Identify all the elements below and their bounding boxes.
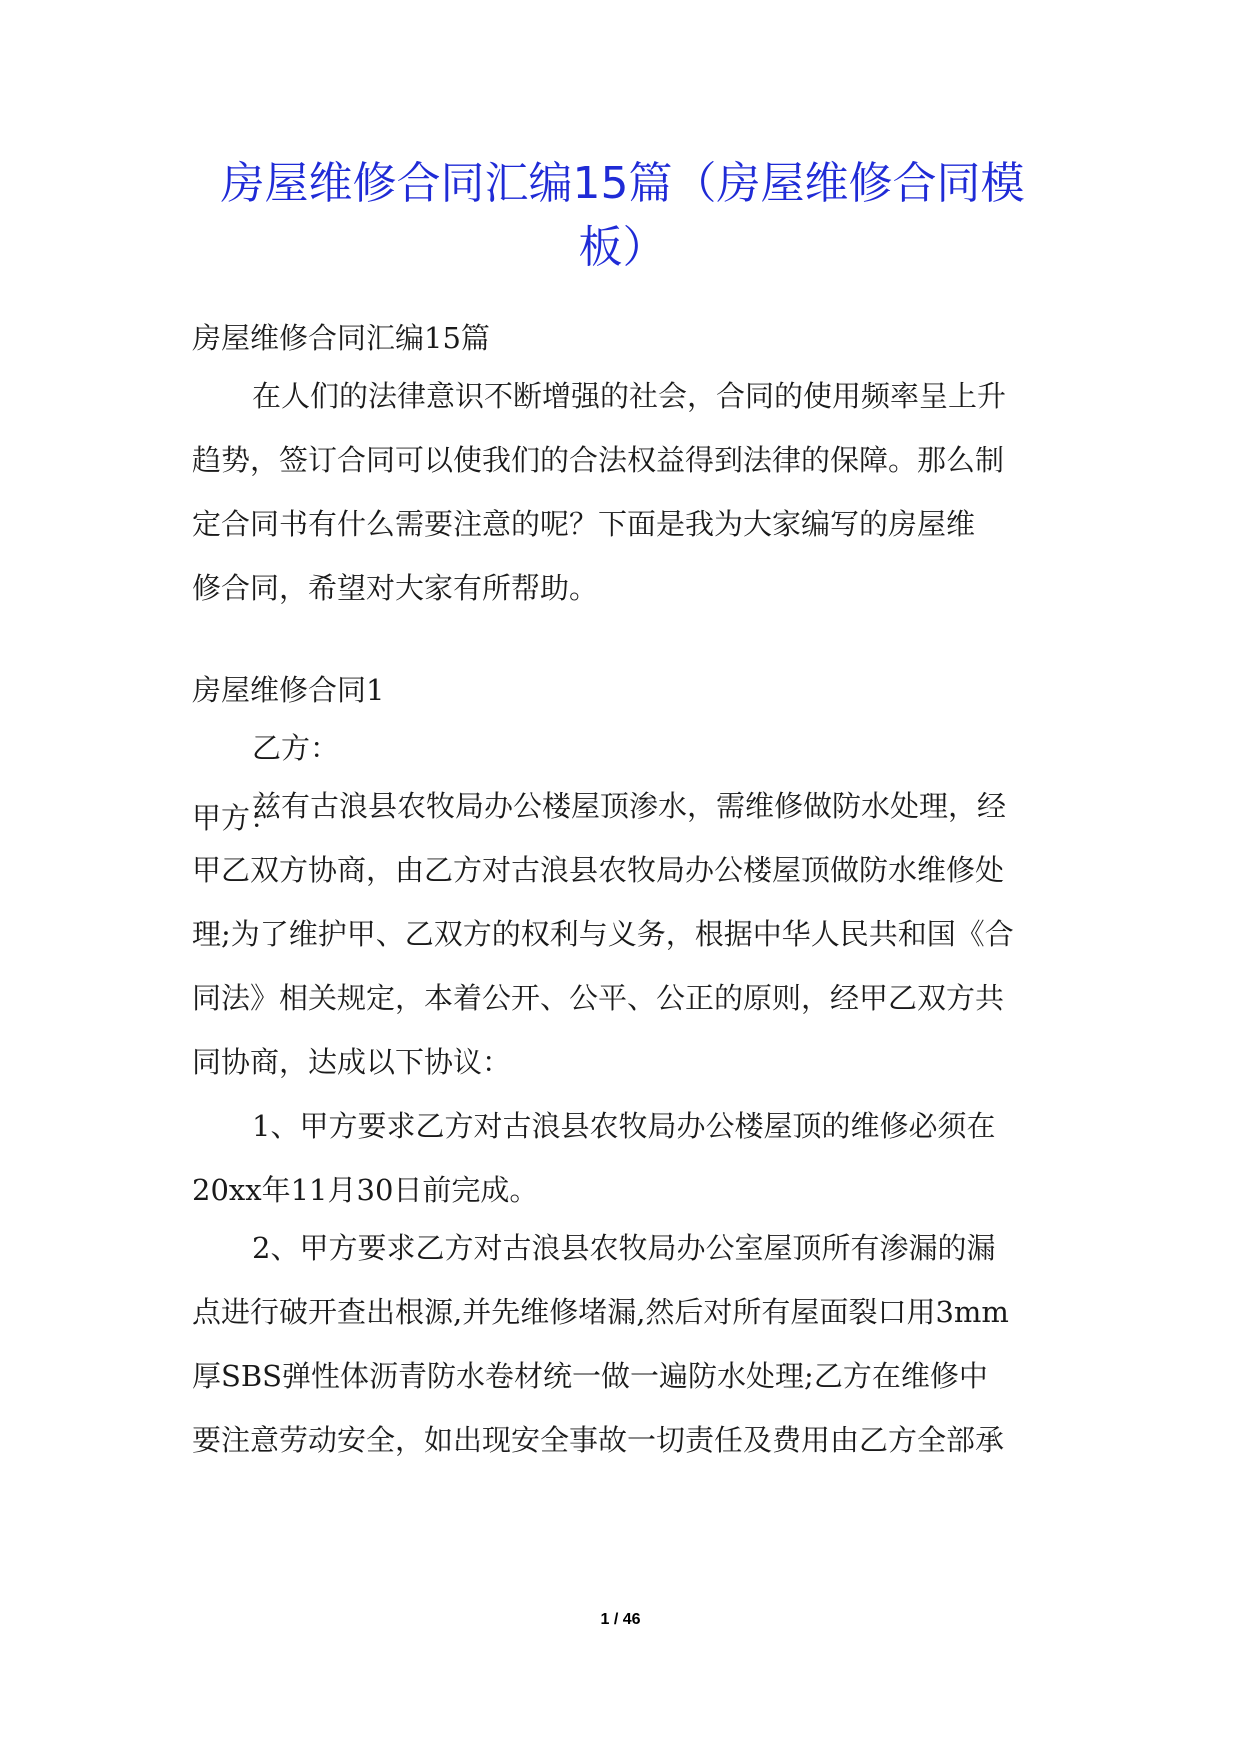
party-b-label: 乙方：: [252, 731, 340, 765]
title-line-2: 板）: [578, 222, 667, 273]
intro-line: 定合同书有什么需要注意的呢？下面是我为大家编写的房屋维: [192, 507, 976, 541]
preamble-paragraph: [192, 774, 1072, 1094]
intro-paragraph: [192, 364, 1072, 620]
intro-line: 在人们的法律意识不断增强的社会，合同的使用频率呈上升: [252, 379, 1007, 413]
preamble-line: 兹有古浪县农牧局办公楼屋顶渗水，需维修做防水处理，经: [252, 789, 1007, 823]
clause-line: 2、甲方要求乙方对古浪县农牧局办公室屋顶所有渗漏的漏: [252, 1231, 996, 1265]
page-number: 1 / 46: [600, 1611, 641, 1628]
preamble-line: 甲乙双方协商，由乙方对古浪县农牧局办公楼屋顶做防水维修处: [192, 853, 1005, 887]
clause-line: 20xx年11月30日前完成。: [192, 1173, 539, 1207]
contract-heading: 房屋维修合同1: [192, 673, 385, 707]
title-line-1: 房屋维修合同汇编15篇（房屋维修合同模: [220, 158, 1025, 209]
clause-line: 要注意劳动安全，如出现安全事故一切责任及费用由乙方全部承: [192, 1423, 1005, 1457]
clause-1: [192, 1094, 1072, 1222]
clause-line: 1、甲方要求乙方对古浪县农牧局办公楼屋顶的维修必须在: [252, 1109, 996, 1143]
intro-line: 修合同，希望对大家有所帮助。: [192, 571, 599, 605]
party-a-label: 甲方：: [192, 801, 280, 835]
party-b-line: [192, 716, 1072, 780]
intro-line: 趋势，签订合同可以使我们的合法权益得到法律的保障。那么制: [192, 443, 1005, 477]
clause-line: 点进行破开查出根源,并先维修堵漏,然后对所有屋面裂口用3mm: [192, 1295, 1009, 1329]
clause-2: [192, 1216, 1072, 1472]
clause-line: 厚SBS弹性体沥青防水卷材统一做一遍防水处理;乙方在维修中: [192, 1359, 988, 1393]
subtitle: 房屋维修合同汇编15篇: [192, 321, 490, 355]
preamble-line: 理;为了维护甲、乙双方的权利与义务，根据中华人民共和国《合: [192, 917, 1014, 951]
document-title: [170, 152, 1075, 280]
preamble-line: 同协商，达成以下协议：: [192, 1045, 512, 1079]
preamble-line: 同法》相关规定，本着公开、公平、公正的原则，经甲乙双方共: [192, 981, 1005, 1015]
